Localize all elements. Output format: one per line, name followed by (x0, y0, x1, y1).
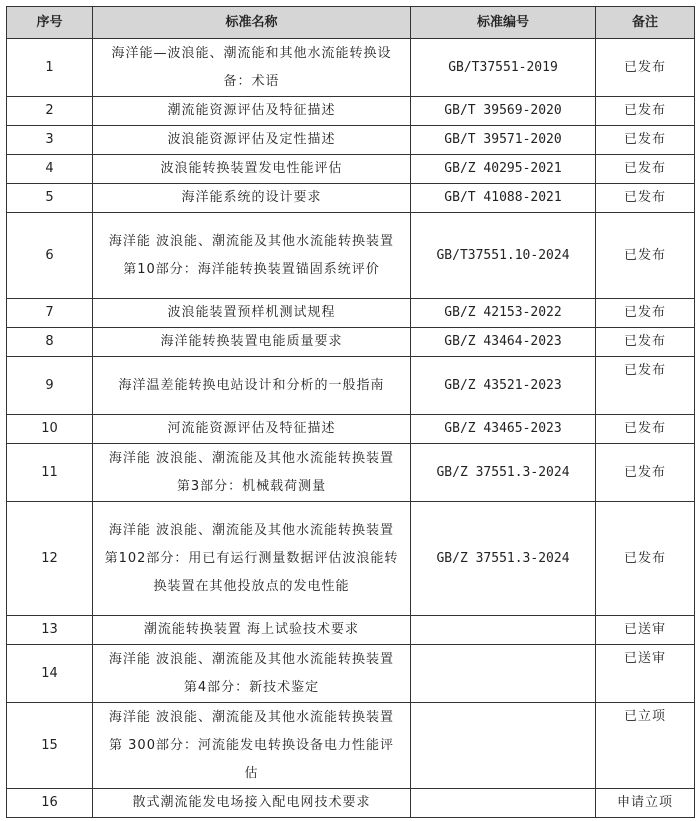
table-row (7, 415, 695, 444)
row-name: 海洋能 波浪能、潮流能及其他水流能转换装置 第3部分：机械载荷测量 (93, 444, 411, 502)
row-index: 9 (7, 357, 93, 415)
row-note: 已发布 (596, 357, 695, 415)
table-row (7, 97, 695, 126)
row-note: 已立项 (596, 703, 695, 789)
row-index: 1 (7, 39, 93, 97)
row-code: GB/Z 37551.3-2024 (411, 502, 596, 616)
header-index: 序号 (7, 7, 93, 39)
row-note: 已发布 (596, 126, 695, 155)
table-row (7, 502, 695, 616)
row-code: GB/Z 40295-2021 (411, 155, 596, 184)
row-index: 2 (7, 97, 93, 126)
row-note: 已发布 (596, 97, 695, 126)
table-row (7, 299, 695, 328)
header-note: 备注 (596, 7, 695, 39)
table-row (7, 789, 695, 818)
row-note: 已发布 (596, 502, 695, 616)
table-row (7, 616, 695, 645)
row-code: GB/Z 43521-2023 (411, 357, 596, 415)
row-name: 海洋能转换装置电能质量要求 (93, 328, 411, 357)
row-note: 已发布 (596, 299, 695, 328)
row-index: 11 (7, 444, 93, 502)
row-index: 14 (7, 645, 93, 703)
row-name: 散式潮流能发电场接入配电网技术要求 (93, 789, 411, 818)
row-name: 波浪能装置预样机测试规程 (93, 299, 411, 328)
row-code: GB/Z 43465-2023 (411, 415, 596, 444)
row-index: 8 (7, 328, 93, 357)
row-name: 波浪能转换装置发电性能评估 (93, 155, 411, 184)
row-name: 波浪能资源评估及定性描述 (93, 126, 411, 155)
row-code (411, 703, 596, 789)
row-name: 河流能资源评估及特征描述 (93, 415, 411, 444)
row-note: 申请立项 (596, 789, 695, 818)
row-note: 已发布 (596, 444, 695, 502)
standards-table (6, 6, 695, 818)
row-code: GB/Z 37551.3-2024 (411, 444, 596, 502)
table-row (7, 328, 695, 357)
row-code: GB/Z 43464-2023 (411, 328, 596, 357)
row-name: 海洋能 波浪能、潮流能及其他水流能转换装置 第10部分：海洋能转换装置锚固系统评价 (93, 213, 411, 299)
row-name: 海洋温差能转换电站设计和分析的一般指南 (93, 357, 411, 415)
row-code: GB/T37551.10-2024 (411, 213, 596, 299)
row-name: 潮流能转换装置 海上试验技术要求 (93, 616, 411, 645)
table-row (7, 357, 695, 415)
row-index: 3 (7, 126, 93, 155)
row-index: 15 (7, 703, 93, 789)
table-row (7, 645, 695, 703)
row-code: GB/Z 42153-2022 (411, 299, 596, 328)
row-note: 已发布 (596, 155, 695, 184)
row-code: GB/T 39571-2020 (411, 126, 596, 155)
row-note: 已发布 (596, 415, 695, 444)
row-code: GB/T 39569-2020 (411, 97, 596, 126)
row-code (411, 789, 596, 818)
row-name: 海洋能 波浪能、潮流能及其他水流能转换装置 第102部分：用已有运行测量数据评估波浪能转换装置在其他投放点的发电性能 (93, 502, 411, 616)
table-row (7, 213, 695, 299)
row-note: 已送审 (596, 616, 695, 645)
row-name: 海洋能 波浪能、潮流能及其他水流能转换装置 第4部分：新技术鉴定 (93, 645, 411, 703)
row-code (411, 616, 596, 645)
row-name: 海洋能系统的设计要求 (93, 184, 411, 213)
table-row (7, 155, 695, 184)
row-note: 已发布 (596, 213, 695, 299)
header-code: 标准编号 (411, 7, 596, 39)
table-row (7, 444, 695, 502)
row-note: 已送审 (596, 645, 695, 703)
table-header-row (7, 7, 695, 39)
row-index: 4 (7, 155, 93, 184)
table-row (7, 39, 695, 97)
row-code: GB/T 41088-2021 (411, 184, 596, 213)
row-name: 潮流能资源评估及特征描述 (93, 97, 411, 126)
row-code (411, 645, 596, 703)
row-index: 7 (7, 299, 93, 328)
table-row (7, 126, 695, 155)
row-name: 海洋能 波浪能、潮流能及其他水流能转换装置第 300部分：河流能发电转换设备电力性能评估 (93, 703, 411, 789)
table-row (7, 184, 695, 213)
row-index: 16 (7, 789, 93, 818)
row-note: 已发布 (596, 184, 695, 213)
row-note: 已发布 (596, 328, 695, 357)
row-index: 13 (7, 616, 93, 645)
row-name: 海洋能—波浪能、潮流能和其他水流能转换设备：术语 (93, 39, 411, 97)
row-note: 已发布 (596, 39, 695, 97)
row-index: 12 (7, 502, 93, 616)
row-index: 10 (7, 415, 93, 444)
table-row (7, 703, 695, 789)
header-name: 标准名称 (93, 7, 411, 39)
row-index: 6 (7, 213, 93, 299)
row-index: 5 (7, 184, 93, 213)
row-code: GB/T37551-2019 (411, 39, 596, 97)
